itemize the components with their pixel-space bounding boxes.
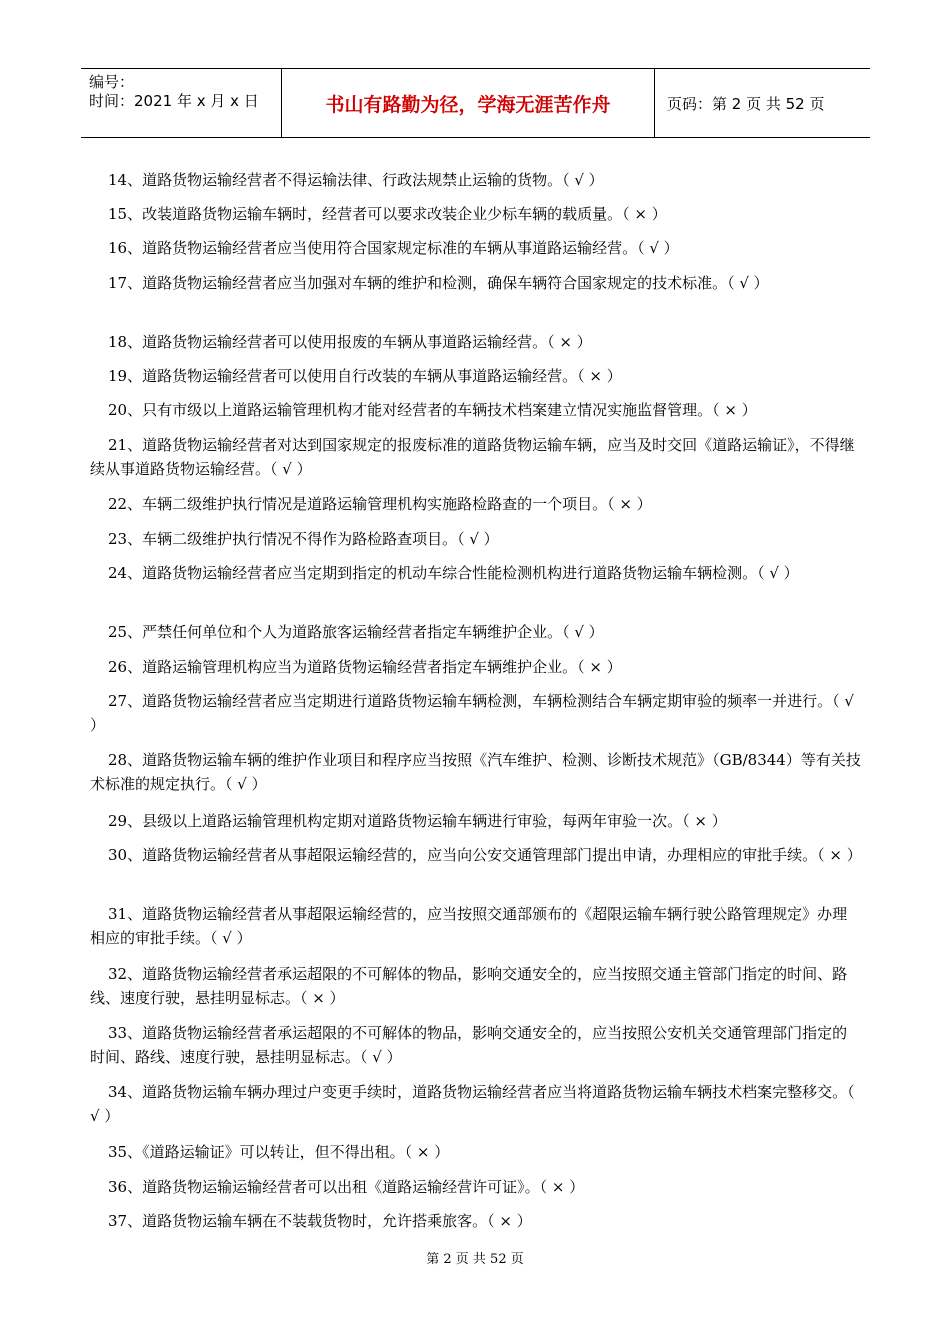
page-footer: 第 2 页 共 52 页 [426,1252,524,1267]
question-item: 19、道路货物运输经营者可以使用自行改装的车辆从事道路运输经营。（ × ） [108,367,622,385]
question-item: 36、道路货物运输运输经营者可以出租《道路运输经营许可证》。（ × ） [108,1178,585,1196]
question-item: 28、道路货物运输车辆的维护作业项目和程序应当按照《汽车维护、检测、诊断技术规范》（GB/8344）等有关技术标准的规定执行。（ √ ） [90,751,861,793]
question-item: 24、道路货物运输经营者应当定期到指定的机动车综合性能检测机构进行道路货物运输车辆检测。（ √ ） [108,564,799,582]
question-item: 29、县级以上道路运输管理机构定期对道路货物运输车辆进行审验，每两年审验一次。（ × ） [108,812,727,830]
question-item: 30、道路货物运输经营者从事超限运输经营的，应当向公安交通管理部门提出申请，办理相应的审批手续。（ × ） [108,846,862,864]
question-item: 25、严禁任何单位和个人为道路旅客运输经营者指定车辆维护企业。（ √ ） [108,623,604,641]
motto: 书山有路勤为径，学海无涯苦作舟 [282,69,655,137]
date-label: 时间：2021 年 x 月 x 日 [89,92,259,110]
question-item: 15、改装道路货物运输车辆时，经营者可以要求改装企业少标车辆的载质量。（ × ） [108,205,667,223]
page-info: 页码：第 2 页 共 52 页 [667,94,825,113]
code-label: 编号： [89,73,135,91]
question-item: 17、道路货物运输经营者应当加强对车辆的维护和检测，确保车辆符合国家规定的技术标准。（ √ ） [108,274,769,292]
question-item: 37、道路货物运输车辆在不装载货物时，允许搭乘旅客。（ × ） [108,1212,532,1230]
question-item: 14、道路货物运输经营者不得运输法律、行政法规禁止运输的货物。（ √ ） [108,171,604,189]
question-item: 35、《道路运输证》可以转让，但不得出租。（ × ） [108,1143,450,1161]
question-item: 27、道路货物运输经营者应当定期进行道路货物运输车辆检测，车辆检测结合车辆定期审验的频率一并进行。（ √ ） [90,692,854,734]
question-item: 23、车辆二级维护执行情况不得作为路检路查项目。（ √ ） [108,530,499,548]
document-header [81,68,870,138]
question-item: 34、道路货物运输车辆办理过户变更手续时，道路货物运输经营者应当将道路货物运输车辆技术档案完整移交。（ √ ） [90,1083,855,1125]
header-meta [81,69,282,137]
question-item: 32、道路货物运输经营者承运超限的不可解体的物品，影响交通安全的，应当按照交通主管部门指定的时间、路线、速度行驶，悬挂明显标志。（ × ） [90,965,848,1007]
question-item: 16、道路货物运输经营者应当使用符合国家规定标准的车辆从事道路运输经营。（ √ ） [108,239,679,257]
question-item: 31、道路货物运输经营者从事超限运输经营的，应当按照交通部颁布的《超限运输车辆行驶公路管理规定》办理相应的审批手续。（ √ ） [90,905,848,947]
question-item: 21、道路货物运输经营者对达到国家规定的报废标准的道路货物运输车辆，应当及时交回《道路运输证》，不得继续从事道路货物运输经营。（ √ ） [90,436,855,478]
question-item: 26、道路运输管理机构应当为道路货物运输经营者指定车辆维护企业。（ × ） [108,658,622,676]
question-item: 33、道路货物运输经营者承运超限的不可解体的物品，影响交通安全的，应当按照公安机关交通管理部门指定的时间、路线、速度行驶，悬挂明显标志。（ √ ） [90,1024,848,1066]
question-item: 20、只有市级以上道路运输管理机构才能对经营者的车辆技术档案建立情况实施监督管理。（ × ） [108,401,757,419]
question-item: 18、道路货物运输经营者可以使用报废的车辆从事道路运输经营。（ × ） [108,333,592,351]
question-item: 22、车辆二级维护执行情况是道路运输管理机构实施路检路查的一个项目。（ × ） [108,495,652,513]
